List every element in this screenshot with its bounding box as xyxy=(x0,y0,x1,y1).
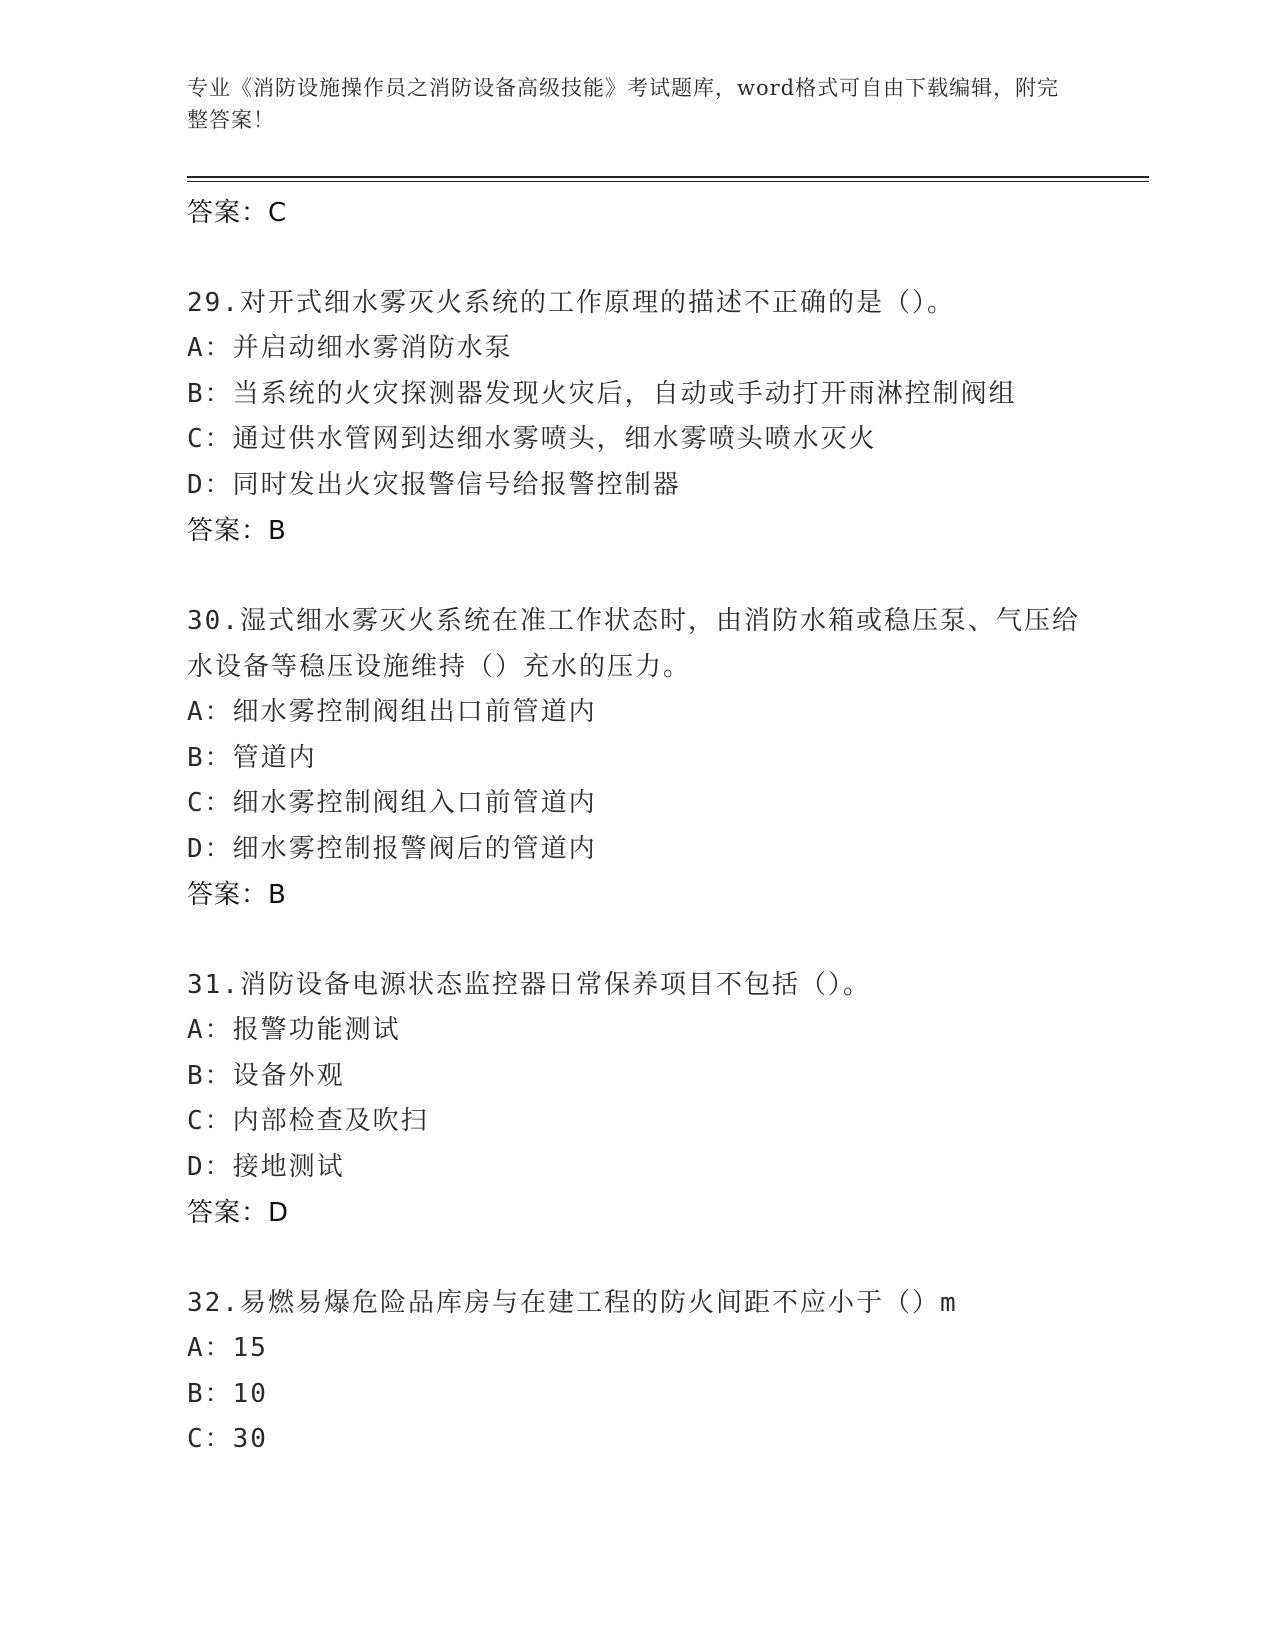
option-b: B：设备外观 xyxy=(187,1060,345,1091)
option-d: D：接地测试 xyxy=(187,1151,345,1182)
option-b: B：当系统的火灾探测器发现火灾后，自动或手动打开雨淋控制阀组 xyxy=(187,378,1017,409)
answer-line: 答案：B xyxy=(187,880,287,910)
option-b: B：10 xyxy=(187,1378,268,1409)
answer-line: 答案：B xyxy=(187,516,287,546)
page-header xyxy=(187,72,1067,136)
question-text: 29.对开式细水雾灭火系统的工作原理的描述不正确的是（）。 xyxy=(187,288,955,318)
question-text: 30.湿式细水雾灭火系统在准工作状态时，由消防水箱或稳压泵、气压给水设备等稳压设施维持（）充水的压力。 xyxy=(187,606,1080,682)
option-a: A：15 xyxy=(187,1333,268,1363)
option-d: D：同时发出火灾报警信号给报警控制器 xyxy=(187,469,681,500)
question-text: 31.消防设备电源状态监控器日常保养项目不包括（）。 xyxy=(187,970,871,1000)
header-text: 专业《消防设施操作员之消防设备高级技能》考试题库，word格式可自由下载编辑，附完整答案！ xyxy=(187,76,1060,132)
question-text: 32.易燃易爆危险品库房与在建工程的防火间距不应小于（）m xyxy=(187,1288,958,1318)
question-block xyxy=(187,1280,1087,1463)
document-body xyxy=(187,190,1087,1463)
option-b: B：管道内 xyxy=(187,742,317,773)
option-a: A：细水雾控制阀组出口前管道内 xyxy=(187,697,597,727)
answer-line: 答案：C xyxy=(187,198,288,228)
question-block xyxy=(187,962,1087,1236)
answer-line: 答案：D xyxy=(187,1198,290,1228)
header-divider xyxy=(187,176,1149,182)
option-c: C：细水雾控制阀组入口前管道内 xyxy=(187,788,597,818)
option-c: C：30 xyxy=(187,1424,268,1454)
option-c: C：内部检查及吹扫 xyxy=(187,1106,429,1136)
option-c: C：通过供水管网到达细水雾喷头，细水雾喷头喷水灭火 xyxy=(187,424,877,454)
question-block xyxy=(187,280,1087,554)
option-a: A：并启动细水雾消防水泵 xyxy=(187,333,513,363)
option-a: A：报警功能测试 xyxy=(187,1015,401,1045)
option-d: D：细水雾控制报警阀后的管道内 xyxy=(187,833,597,864)
question-block xyxy=(187,598,1087,918)
